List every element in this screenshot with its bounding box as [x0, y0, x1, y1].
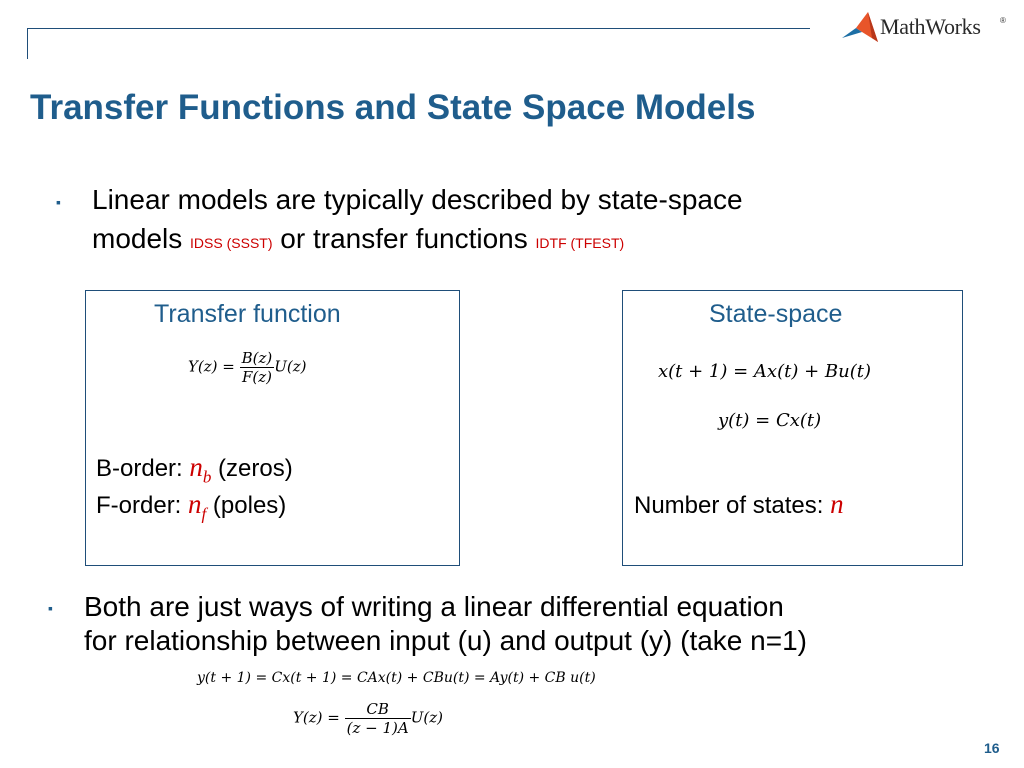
deriv-eq2-denominator: (z − 1)A [346, 719, 409, 737]
b-order-variable [189, 452, 212, 487]
page-number: 16 [984, 740, 1000, 756]
deriv-eq2-rhs: U(z) [410, 708, 443, 727]
slide-title: Transfer Functions and State Space Models [30, 88, 756, 127]
derivation-equation-1: y(t + 1) = Cx(t + 1) = CAx(t) + CBu(t) = Ay(t) + CB u(t) [197, 670, 596, 686]
b-order-line [96, 452, 293, 487]
f-order-label: F-order: [96, 492, 189, 519]
state-equation: x(t + 1) = Ax(t) + Bu(t) [658, 361, 871, 382]
header-rule [27, 28, 810, 59]
bullet-marker-2: ▪ [48, 600, 53, 616]
state-space-title: State-space [709, 300, 843, 328]
states-variable: n [830, 489, 844, 519]
registered-mark: ® [1000, 16, 1006, 25]
deriv-eq2-lhs: Y(z) = [293, 708, 345, 727]
f-order-sub: f [201, 504, 207, 524]
bullet-marker-1: ▪ [56, 194, 61, 210]
bullet-1-text-2b: or transfer functions [272, 223, 536, 254]
b-order-sub: b [202, 467, 212, 487]
tf-eq-fraction [240, 349, 275, 386]
f-order-var: n [188, 489, 202, 519]
f-order-variable [188, 489, 207, 524]
bullet-2-line-2: for relationship between input (u) and output (y) (take n=1) [84, 625, 807, 656]
output-equation: y(t) = Cx(t) [718, 410, 822, 431]
number-of-states-label: Number of states: [634, 492, 831, 519]
b-order-note: (zeros) [211, 455, 293, 482]
mathworks-logo-text: MathWorks [880, 14, 981, 39]
tf-eq-rhs: U(z) [274, 357, 307, 376]
f-order-note: (poles) [206, 492, 287, 519]
transfer-function-equation [188, 349, 307, 386]
b-order-var: n [189, 452, 203, 482]
bullet-1-line-2 [92, 219, 624, 263]
tf-eq-numerator: B(z) [241, 349, 273, 367]
bullet-1-text-1: Linear models are typically described by state-space [92, 184, 743, 215]
transfer-function-box [85, 290, 460, 566]
deriv-eq2-numerator: CB [345, 700, 411, 719]
tf-eq-lhs: Y(z) = [188, 357, 240, 376]
bullet-1-line-1 [92, 180, 743, 219]
tf-eq-denominator: F(z) [241, 368, 272, 386]
derivation-equation-2 [293, 700, 443, 737]
number-of-states-line [634, 489, 844, 520]
b-order-label: B-order: [96, 455, 190, 482]
f-order-line [96, 489, 286, 524]
bullet-1-text-2a: models [92, 223, 191, 254]
idss-tag: IDSS (SSST) [190, 235, 273, 251]
idtf-tag: IDTF (TFEST) [535, 235, 625, 251]
bullet-2-line-1: Both are just ways of writing a linear differential equation [84, 591, 784, 622]
deriv-eq2-fraction [345, 700, 411, 737]
transfer-function-title: Transfer function [154, 300, 341, 328]
